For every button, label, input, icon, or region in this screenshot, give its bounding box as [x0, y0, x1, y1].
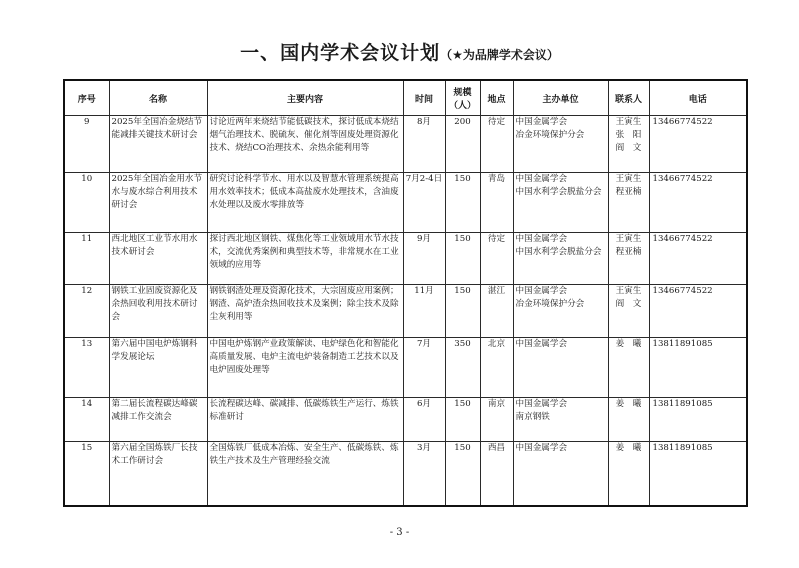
cell-time: 6月 — [403, 398, 445, 442]
cell-place: 青岛 — [480, 173, 513, 233]
cell-phone: 13811891085 — [649, 338, 747, 398]
cell-time: 9月 — [403, 233, 445, 285]
table-header-row — [64, 80, 747, 116]
cell-time: 11月 — [403, 285, 445, 338]
cell-content: 钢铁钢渣处理及资源化技术，大宗固废应用案例；钢渣、高炉渣余热回收技术及案例；除尘技术及除尘灰利用等 — [207, 285, 403, 338]
cell-organizer: 中国金属学会 中国水利学会脱盐分会 — [513, 173, 608, 233]
cell-contact: 王寅生 程亚楠 — [608, 173, 649, 233]
cell-name: 第六届中国电炉炼钢科学发展论坛 — [109, 338, 207, 398]
cell-content: 讨论近两年来烧结节能低碳技术，探讨低成本烧结烟气治理技术、脱硫灰、催化剂等固废处理资源化技术、烧结CO治理技术、余热余能利用等 — [207, 116, 403, 173]
cell-contact: 王寅生 程亚楠 — [608, 233, 649, 285]
table-row — [64, 442, 747, 506]
cell-phone: 13466774522 — [649, 233, 747, 285]
cell-no: 11 — [64, 233, 109, 285]
cell-content: 中国电炉炼钢产业政策解读、电炉绿色化和智能化高质量发展、电炉主流电炉装备制造工艺技术以及电炉固废处理等 — [207, 338, 403, 398]
cell-content: 研究讨论科学节水、用水以及智慧水管理系统提高用水效率技术；低成本高盐废水处理技术，含油废水处理以及废水零排放等 — [207, 173, 403, 233]
page-title — [0, 38, 799, 65]
header-no: 序号 — [64, 80, 109, 116]
cell-name: 2025年全国冶金烧结节能减排关键技术研讨会 — [109, 116, 207, 173]
cell-time: 7月2-4日 — [403, 173, 445, 233]
cell-phone: 13811891085 — [649, 398, 747, 442]
cell-name: 第二届长流程碳达峰碳减排工作交流会 — [109, 398, 207, 442]
cell-no: 15 — [64, 442, 109, 506]
page-number: - 3 - — [389, 527, 410, 538]
table-row — [64, 398, 747, 442]
cell-contact: 王寅生 张 阳 阎 文 — [608, 116, 649, 173]
cell-organizer: 中国金属学会 — [513, 338, 608, 398]
cell-name: 钢铁工业固废资源化及余热回收利用技术研讨会 — [109, 285, 207, 338]
cell-organizer: 中国金属学会 南京钢铁 — [513, 398, 608, 442]
cell-scale: 350 — [445, 338, 480, 398]
cell-organizer: 中国金属学会 中国水利学会脱盐分会 — [513, 233, 608, 285]
cell-contact: 王寅生 阎 文 — [608, 285, 649, 338]
cell-scale: 200 — [445, 116, 480, 173]
cell-no: 13 — [64, 338, 109, 398]
cell-place: 待定 — [480, 116, 513, 173]
cell-phone: 13466774522 — [649, 285, 747, 338]
title-main: 一、国内学术会议计划 — [240, 42, 441, 64]
header-content: 主要内容 — [207, 80, 403, 116]
header-name: 名称 — [109, 80, 207, 116]
table-row — [64, 233, 747, 285]
cell-contact: 姜 曦 — [608, 398, 649, 442]
cell-place: 湛江 — [480, 285, 513, 338]
cell-place: 北京 — [480, 338, 513, 398]
cell-time: 7月 — [403, 338, 445, 398]
header-contact: 联系人 — [608, 80, 649, 116]
cell-scale: 150 — [445, 173, 480, 233]
table-row — [64, 285, 747, 338]
table-row — [64, 338, 747, 398]
cell-organizer: 中国金属学会 冶金环境保护分会 — [513, 285, 608, 338]
header-phone: 电话 — [649, 80, 747, 116]
cell-scale: 150 — [445, 442, 480, 506]
cell-phone: 13466774522 — [649, 173, 747, 233]
cell-place: 西昌 — [480, 442, 513, 506]
cell-no: 9 — [64, 116, 109, 173]
cell-name: 西北地区工业节水用水技术研讨会 — [109, 233, 207, 285]
cell-place: 南京 — [480, 398, 513, 442]
cell-content: 探讨西北地区钢铁、煤焦化等工业领域用水节水技术，交流优秀案例和典型技术等，非常规水在工业领域的应用等 — [207, 233, 403, 285]
cell-content: 全国炼铁厂低成本冶炼、安全生产、低碳炼铁、炼铁生产技术及生产管理经验交流 — [207, 442, 403, 506]
cell-no: 14 — [64, 398, 109, 442]
header-scale: 规模（人） — [445, 80, 480, 116]
cell-place: 待定 — [480, 233, 513, 285]
header-organizer: 主办单位 — [513, 80, 608, 116]
table-row — [64, 116, 747, 173]
cell-scale: 150 — [445, 233, 480, 285]
title-note: （★为品牌学术会议） — [440, 48, 559, 62]
cell-scale: 150 — [445, 285, 480, 338]
cell-contact: 姜 曦 — [608, 442, 649, 506]
cell-scale: 150 — [445, 398, 480, 442]
cell-contact: 姜 曦 — [608, 338, 649, 398]
conference-table — [63, 79, 748, 507]
header-place: 地点 — [480, 80, 513, 116]
cell-phone: 13466774522 — [649, 116, 747, 173]
cell-organizer: 中国金属学会 冶金环境保护分会 — [513, 116, 608, 173]
cell-organizer: 中国金属学会 — [513, 442, 608, 506]
cell-no: 12 — [64, 285, 109, 338]
cell-name: 第六届全国炼铁厂长技术工作研讨会 — [109, 442, 207, 506]
cell-time: 3月 — [403, 442, 445, 506]
header-time: 时间 — [403, 80, 445, 116]
cell-no: 10 — [64, 173, 109, 233]
cell-content: 长流程碳达峰、碳减排、低碳炼铁生产运行、炼铁标准研讨 — [207, 398, 403, 442]
cell-name: 2025年全国冶金用水节水与废水综合利用技术研讨会 — [109, 173, 207, 233]
table-row — [64, 173, 747, 233]
cell-time: 8月 — [403, 116, 445, 173]
cell-phone: 13811891085 — [649, 442, 747, 506]
